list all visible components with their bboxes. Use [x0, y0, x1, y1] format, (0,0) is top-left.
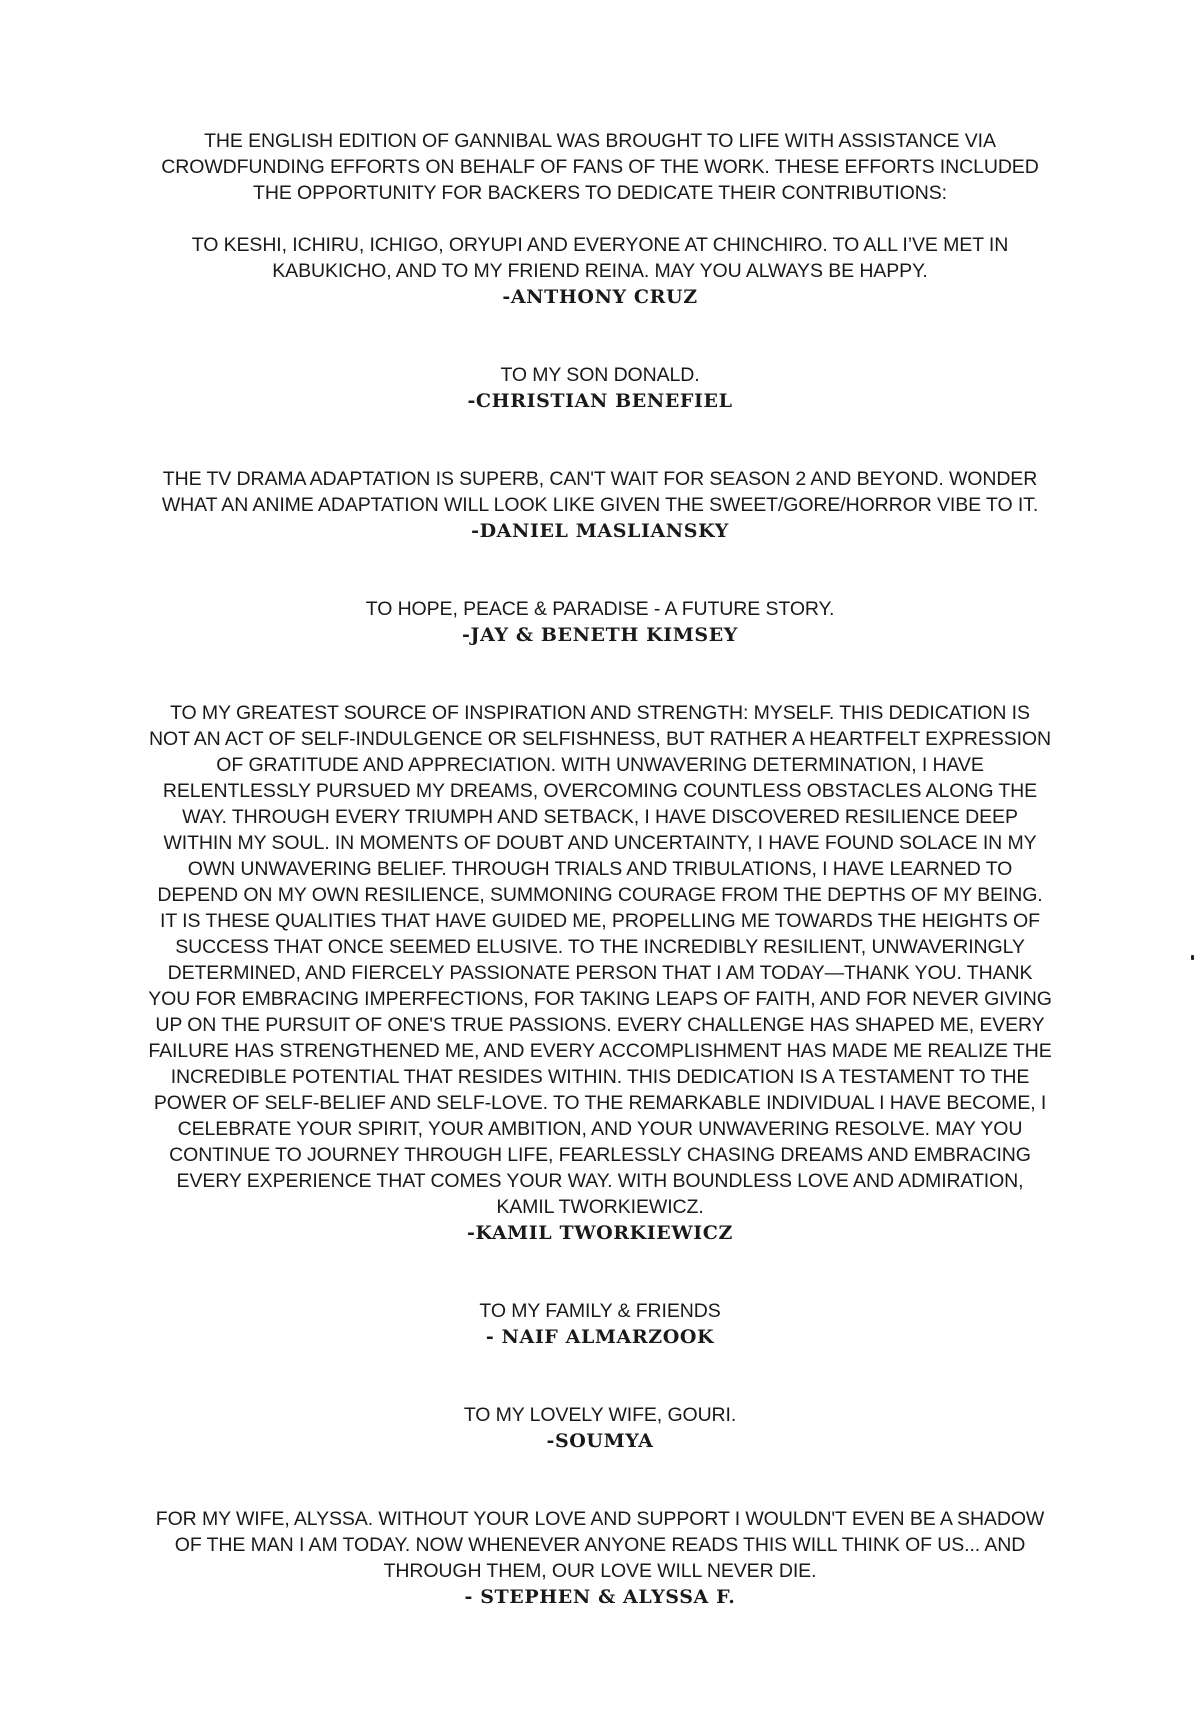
dedication-text: TO HOPE, PEACE & PARADISE - A FUTURE STORY. [365, 598, 835, 620]
dedication-block [140, 1402, 1060, 1454]
dedication-block [140, 466, 1060, 544]
intro-text: THE ENGLISH EDITION OF GANNIBAL WAS BROUGHT TO LIFE WITH ASSISTANCE VIA CROWDFUNDING EFFORTS ON BEHALF OF FANS OF THE WORK. THESE EFFORTS INCLUDED THE OPPORTUNITY FOR BACKERS TO DEDICATE THEIR CONTRIBUTIONS: [161, 130, 1039, 204]
dedication-text: THE TV DRAMA ADAPTATION IS SUPERB, CAN'T WAIT FOR SEASON 2 AND BEYOND. WONDER WHAT AN ANIME ADAPTATION WILL LOOK LIKE GIVEN THE SWEET/GORE/HORROR VIBE TO IT. [161, 468, 1039, 516]
dedication-text: TO MY GREATEST SOURCE OF INSPIRATION AND STRENGTH: MYSELF. THIS DEDICATION IS NOT AN ACT OF SELF-INDULGENCE OR SELFISHNESS, BUT RATHER A HEARTFELT EXPRESSION OF GRATITUDE AND APPRECIATION. WITH UNWAVERING DETERMINATION, I HAVE RELENTLESSLY PURSUED MY DREAMS, OVERCOMING COUNTLESS OBSTACLES ALONG THE WAY. THROUGH EVERY TRIUMPH AND SETBACK, I HAVE DISCOVERED RESILIENCE DEEP WITHIN MY SOUL. IN MOMENTS OF DOUBT AND UNCERTAINTY, I HAVE FOUND SOLACE IN MY OWN UNWAVERING BELIEF. THROUGH TRIALS AND TRIBULATIONS, I HAVE LEARNED TO DEPEND ON MY OWN RESILIENCE, SUMMONING COURAGE FROM THE DEPTHS OF MY BEING. IT IS THESE QUALITIES THAT HAVE GUIDED ME, PROPELLING ME TOWARDS THE HEIGHTS OF SUCCESS THAT ONCE SEEMED ELUSIVE. TO THE INCREDIBLY RESILIENT, UNWAVERINGLY DETERMINED, AND FIERCELY PASSIONATE PERSON THAT I AM TODAY—THANK YOU. THANK YOU FOR EMBRACING IMPERFECTIONS, FOR TAKING LEAPS OF FAITH, AND FOR NEVER GIVING UP ON THE PURSUIT OF ONE'S TRUE PASSIONS. EVERY CHALLENGE HAS SHAPED ME, EVERY FAILURE HAS STRENGTHENED ME, AND EVERY ACCOMPLISHMENT HAS MADE ME REALIZE THE INCREDIBLE POTENTIAL THAT RESIDES WITHIN. THIS DEDICATION IS A TESTAMENT TO THE POWER OF SELF-BELIEF AND SELF-LOVE. TO THE REMARKABLE INDIVIDUAL I HAVE BECOME, I CELEBRATE YOUR SPIRIT, YOUR AMBITION, AND YOUR UNWAVERING RESOLVE. MAY YOU CONTINUE TO JOURNEY THROUGH LIFE, FEARLESSLY CHASING DREAMS AND EMBRACING EVERY EXPERIENCE THAT COMES YOUR WAY. WITH BOUNDLESS LOVE AND ADMIRATION, KAMIL TWORKIEWICZ. [148, 702, 1052, 1218]
dedication-signature: - STEPHEN & ALYSSA F. [464, 1586, 736, 1608]
dedication-text: TO MY LOVELY WIFE, GOURI. [463, 1404, 737, 1426]
dedication-text: TO KESHI, ICHIRU, ICHIGO, ORYUPI AND EVERYONE AT CHINCHIRO. TO ALL I’VE MET IN KABUKICHO, AND TO MY FRIEND REINA. MAY YOU ALWAYS BE HAPPY. [191, 234, 1009, 282]
intro-block [140, 128, 1060, 206]
dedication-block [140, 1506, 1060, 1610]
dedication-signature: -KAMIL TWORKIEWICZ [467, 1222, 733, 1244]
dedication-signature: -DANIEL MASLIANSKY [471, 520, 729, 542]
dedication-block [140, 596, 1060, 648]
dedication-signature: -JAY & BENETH KIMSEY [462, 624, 738, 646]
page-edge-mark [1191, 955, 1194, 960]
dedication-text: FOR MY WIFE, ALYSSA. WITHOUT YOUR LOVE AND SUPPORT I WOULDN'T EVEN BE A SHADOW OF THE MAN I AM TODAY. NOW WHENEVER ANYONE READS THIS WILL THINK OF US... AND THROUGH THEM, OUR LOVE WILL NEVER DIE. [155, 1508, 1045, 1582]
dedication-text: TO MY FAMILY & FRIENDS [479, 1300, 721, 1322]
dedication-block [140, 1298, 1060, 1350]
dedication-signature: -ANTHONY CRUZ [502, 286, 698, 308]
dedication-signature: -SOUMYA [546, 1430, 654, 1452]
dedication-signature: -CHRISTIAN BENEFIEL [467, 390, 733, 412]
dedication-signature: - NAIF ALMARZOOK [485, 1326, 715, 1348]
dedication-block [140, 232, 1060, 310]
dedication-block [140, 362, 1060, 414]
dedication-text: TO MY SON DONALD. [500, 364, 700, 386]
dedication-block [140, 700, 1060, 1246]
